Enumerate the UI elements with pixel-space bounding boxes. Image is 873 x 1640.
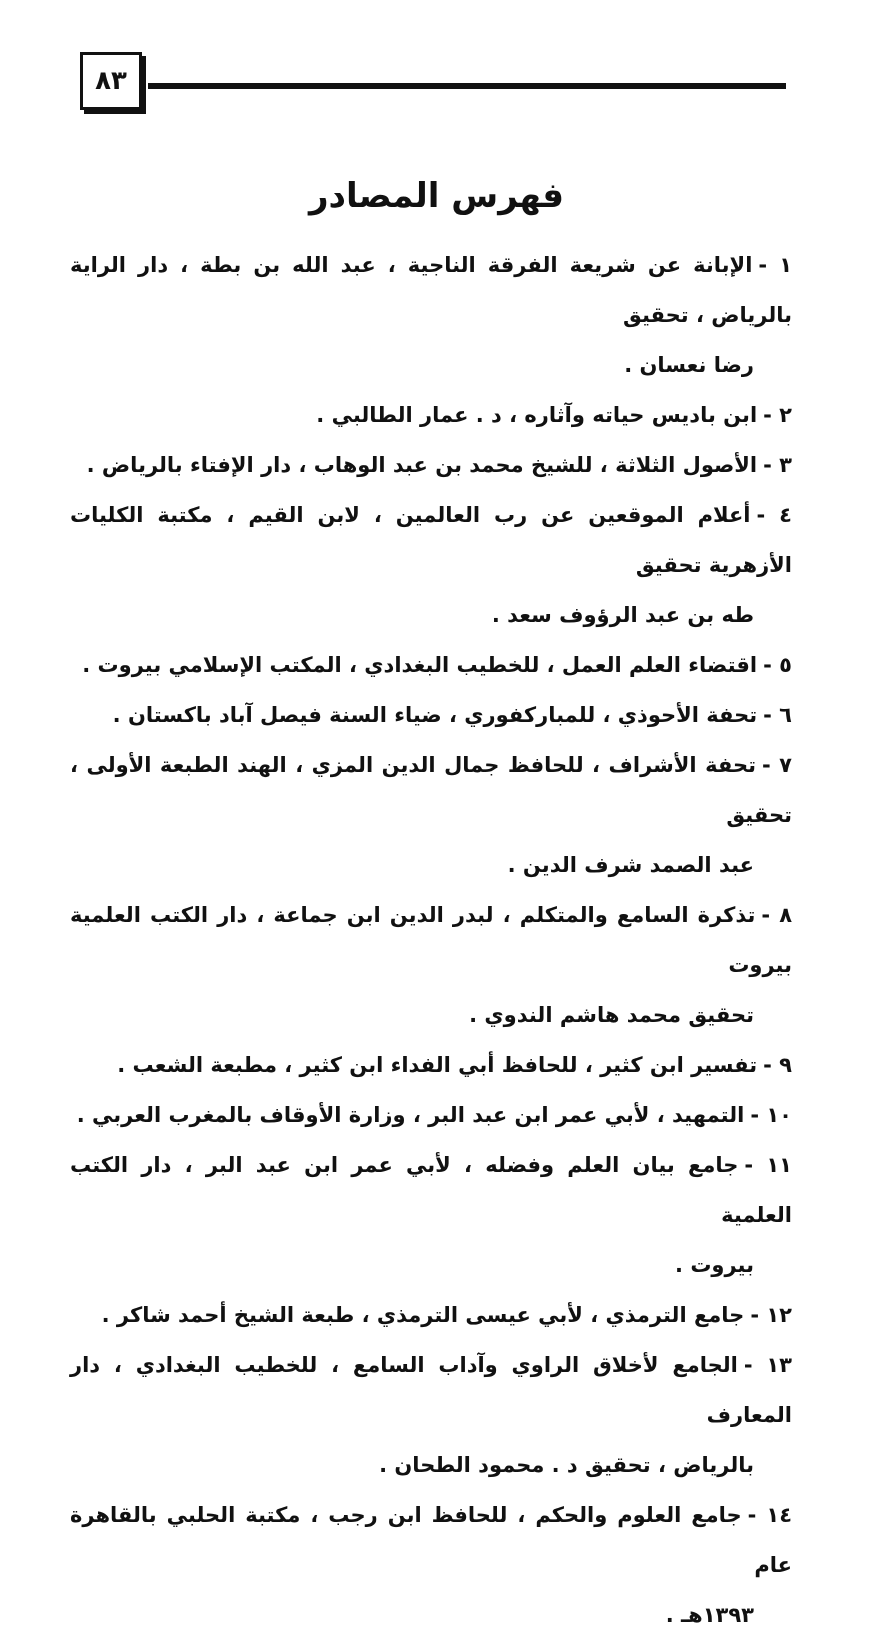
source-item — [70, 640, 792, 690]
source-item — [70, 740, 792, 840]
source-number: ١٢ - — [750, 1303, 792, 1327]
source-item — [70, 1140, 792, 1240]
source-item — [70, 1090, 792, 1140]
source-text: تحفة الأحوذي ، للمباركفوري ، ضياء السنة فيصل آباد باكستان . — [112, 703, 758, 727]
source-number: ١٣ - — [743, 1353, 792, 1377]
source-item — [70, 690, 792, 740]
source-number: ٦ - — [763, 703, 792, 727]
source-item — [70, 490, 792, 590]
source-text: تذكرة السامع والمتكلم ، لبدر الدين ابن جماعة ، دار الكتب العلمية بيروت — [70, 903, 792, 977]
source-continuation: طه بن عبد الرؤوف سعد . — [491, 603, 754, 627]
source-continuation: بالرياض ، تحقيق د . محمود الطحان . — [379, 1453, 754, 1477]
source-number: ١ - — [758, 253, 793, 277]
source-text: الإبانة عن شريعة الفرقة الناجية ، عبد الله بن بطة ، دار الراية بالرياض ، تحقيق — [70, 253, 792, 327]
source-text: تحفة الأشراف ، للحافظ جمال الدين المزي ، الهند الطبعة الأولى ، تحقيق — [70, 753, 792, 827]
source-text: الأصول الثلاثة ، للشيخ محمد بن عبد الوهاب ، دار الإفتاء بالرياض . — [86, 453, 758, 477]
source-text: الجامع لأخلاق الراوي وآداب السامع ، للخطيب البغدادي ، دار المعارف — [70, 1353, 792, 1427]
source-item — [70, 1340, 792, 1440]
source-number: ٣ - — [763, 453, 792, 477]
source-continuation: رضا نعسان . — [624, 353, 754, 377]
source-text: جامع الترمذي ، لأبي عيسى الترمذي ، طبعة الشيخ أحمد شاكر . — [101, 1303, 745, 1327]
source-number: ٥ - — [763, 653, 792, 677]
source-number: ٨ - — [761, 903, 793, 927]
source-text: ابن باديس حياته وآثاره ، د . عمار الطالبي . — [316, 403, 758, 427]
source-text: جامع العلوم والحكم ، للحافظ ابن رجب ، مكتبة الحلبي بالقاهرة عام — [70, 1503, 792, 1577]
page-header — [0, 0, 873, 130]
header-rule — [148, 83, 786, 89]
source-continuation: بيروت . — [675, 1253, 754, 1277]
source-text: تفسير ابن كثير ، للحافظ أبي الفداء ابن كثير ، مطبعة الشعب . — [117, 1053, 758, 1077]
source-number: ١٤ - — [747, 1503, 793, 1527]
source-number: ١١ - — [744, 1153, 792, 1177]
source-text: جامع بيان العلم وفضله ، لأبي عمر ابن عبد البر ، دار الكتب العلمية — [70, 1153, 792, 1227]
source-number: ٤ - — [756, 503, 792, 527]
source-item — [70, 890, 792, 990]
source-number: ١٠ - — [750, 1103, 792, 1127]
source-item — [70, 440, 792, 490]
source-continuation: ١٣٩٣هـ . — [665, 1603, 754, 1627]
sources-list — [70, 240, 792, 1640]
source-continuation: عبد الصمد شرف الدين . — [507, 853, 754, 877]
source-item — [70, 1040, 792, 1090]
source-number: ٢ - — [763, 403, 792, 427]
source-number: ٧ - — [761, 753, 792, 777]
page-number: ٨٣ — [80, 52, 142, 110]
source-continuation: تحقيق محمد هاشم الندوي . — [469, 1003, 754, 1027]
source-text: التمهيد ، لأبي عمر ابن عبد البر ، وزارة الأوقاف بالمغرب العربي . — [76, 1103, 745, 1127]
source-item — [70, 1290, 792, 1340]
page-title: فهرس المصادر — [308, 176, 565, 216]
source-item — [70, 1490, 792, 1590]
source-text: أعلام الموقعين عن رب العالمين ، لابن القيم ، مكتبة الكليات الأزهرية تحقيق — [70, 503, 792, 577]
source-text: اقتضاء العلم العمل ، للخطيب البغدادي ، المكتب الإسلامي بيروت . — [82, 653, 758, 677]
source-number: ٩ - — [763, 1053, 792, 1077]
source-item — [70, 240, 792, 340]
source-item — [70, 390, 792, 440]
